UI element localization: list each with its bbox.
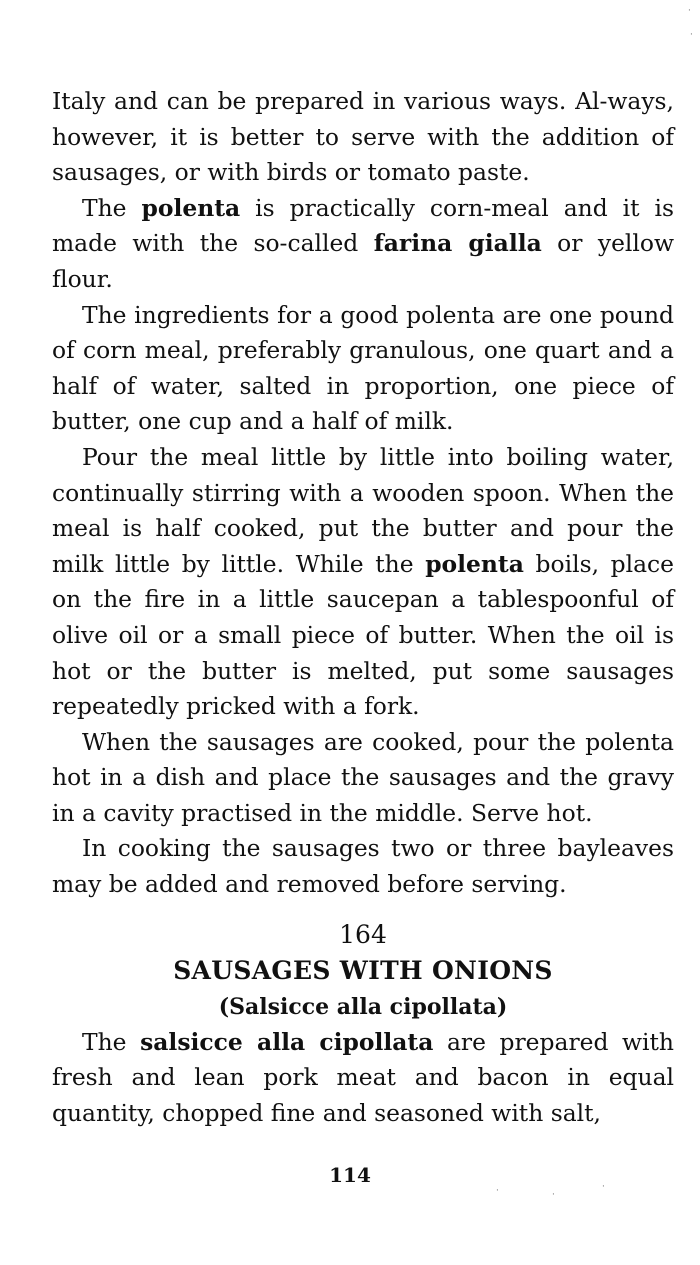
recipe-title: SAUSAGES WITH ONIONS xyxy=(173,955,553,985)
text-run: The ingredients for a good polenta are one pound of corn meal, preferably granulous, one quart and a half of water, salted in proportion, one piece of butter, one cup and a half of milk. xyxy=(52,300,674,436)
text-run: Pour the meal little by little into boiling water, continually stirring with a wooden spoon. When the meal is half cooked, put the butter and pour the milk little by little. While the xyxy=(52,442,674,578)
text-run: or yellow flour. xyxy=(52,229,674,293)
text-run: boils, place on the fire in a little saucepan a tablespoonful of olive oil or a small piece of butter. When the oil is hot or the butter is melted, put some sausages repeatedly pricked with a fork. xyxy=(52,549,674,721)
emphasized-term: farina gialla xyxy=(373,229,542,258)
page-number: 114 xyxy=(329,1163,371,1187)
text-run: Italy and can be prepared in various ways. Al-ways, however, it is better to serve with the addition of sausages, or with birds or tomato paste. xyxy=(52,87,674,187)
text-run: When the sausages are cooked, pour the polenta hot in a dish and place the sausages and the gravy in a cavity practised in the middle. Serve hot. xyxy=(52,727,674,827)
book-page-body xyxy=(52,84,674,1131)
paragraph xyxy=(52,440,674,725)
page-edge-speck: · xyxy=(496,1186,499,1196)
body-text xyxy=(52,84,674,903)
text-run: The xyxy=(82,193,142,222)
recipe-number: 164 xyxy=(339,919,387,949)
emphasized-term: polenta xyxy=(425,549,524,578)
recipe-subtitle: (Salsicce alla cipollata) xyxy=(218,993,508,1020)
paragraph xyxy=(52,191,674,298)
paragraph xyxy=(52,298,674,440)
emphasized-term: salsicce alla cipollata xyxy=(140,1027,434,1056)
text-run: In cooking the sausages two or three bayleaves may be added and removed before serving. xyxy=(52,834,674,899)
paragraph xyxy=(52,831,674,902)
page-edge-speck: · xyxy=(552,1190,555,1200)
emphasized-term: polenta xyxy=(141,193,241,222)
page-edge-speck: · xyxy=(690,30,693,40)
text-run: The xyxy=(82,1027,141,1056)
recipe-intro-text xyxy=(52,1025,674,1132)
paragraph xyxy=(52,725,674,832)
page-edge-speck: · xyxy=(688,6,691,16)
text-run: is practically corn-meal and it is made with the so-called xyxy=(52,193,674,258)
paragraph xyxy=(52,84,674,191)
paragraph xyxy=(52,1025,674,1132)
text-run: are prepared with fresh and lean pork meat and bacon in equal quantity, chopped fine and seasoned with salt, xyxy=(52,1027,674,1127)
page-edge-speck: · xyxy=(602,1182,605,1192)
